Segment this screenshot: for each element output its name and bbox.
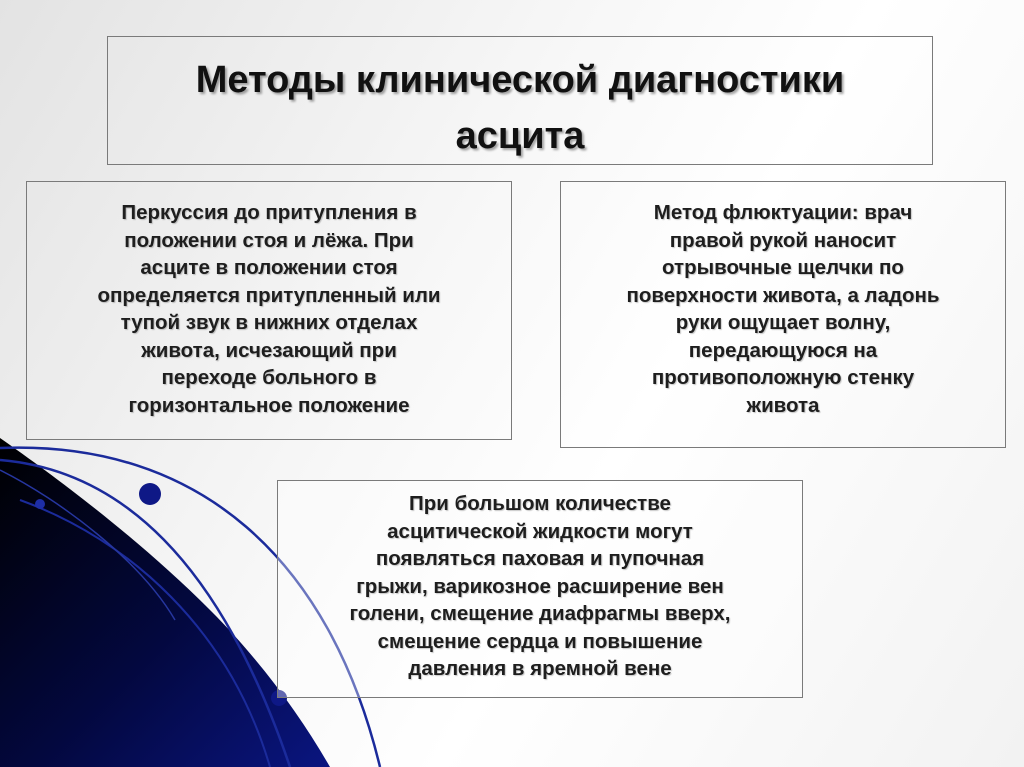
complications-text: При большом количестве асцитической жидкости могут появляться паховая и пупочная грыжи, варикозное расширение вен голени, смещение диафрагмы вверх, смещение сердца и повышение давления в яремной вене: [349, 492, 731, 680]
fluctuation-box: [560, 181, 1006, 448]
percussion-text: Перкуссия до притупления в положении стоя и лёжа. При асците в положении стоя определяется притупленный или тупой звук в нижних отделах живота, исчезающий при переходе больного в горизонтальное положение: [97, 201, 441, 417]
slide-title: Методы клинической диагностики асцита: [195, 59, 845, 157]
complications-box: [277, 480, 803, 698]
percussion-box: [26, 181, 512, 440]
title-box: [107, 36, 933, 165]
decor-dot-tiny: [35, 499, 45, 509]
decor-dot-large: [139, 483, 161, 505]
fluctuation-text: Метод флюктуации: врач правой рукой наносит отрывочные щелчки по поверхности живота, а ладонь руки ощущает волну, передающуюся на противоположную стенку живота: [626, 201, 940, 417]
